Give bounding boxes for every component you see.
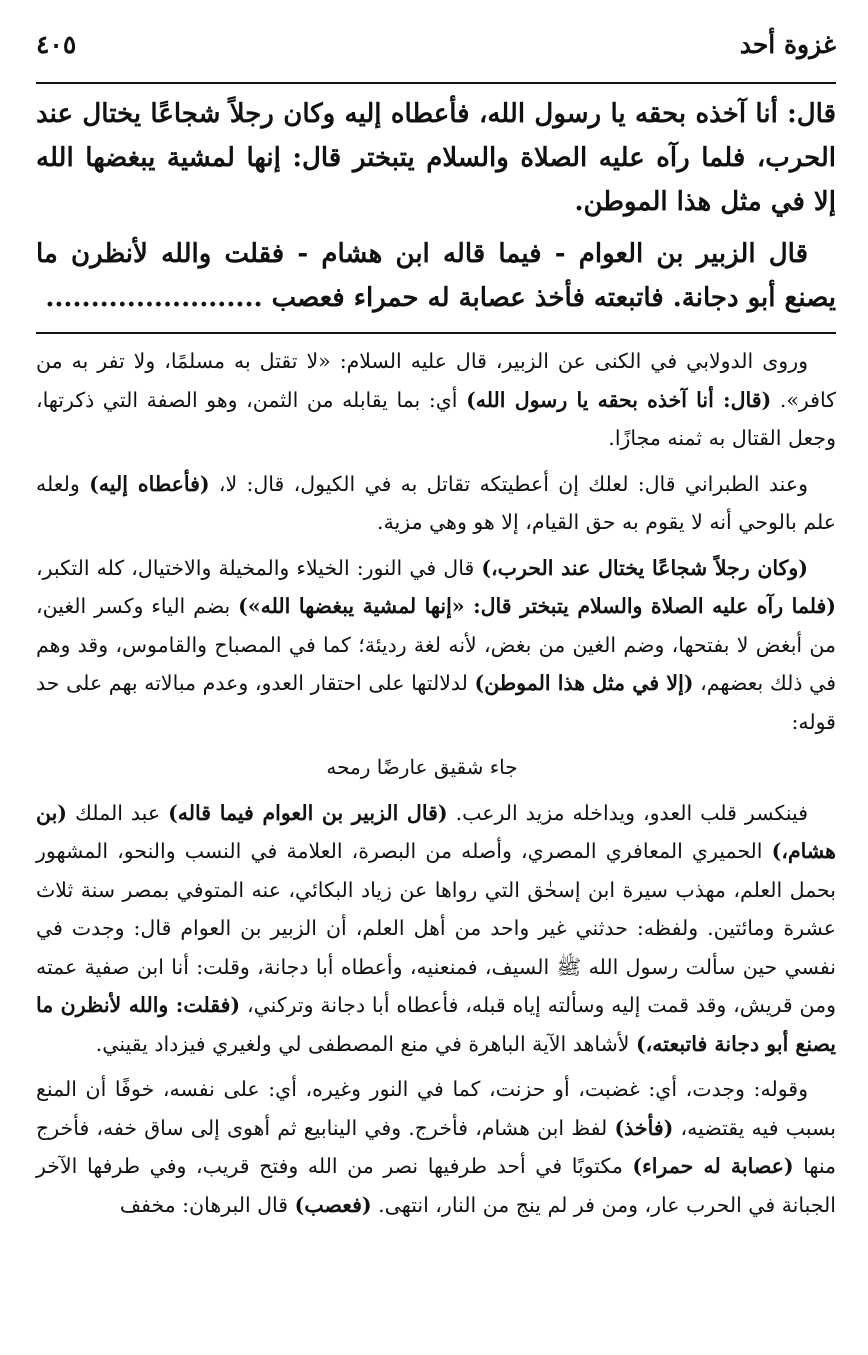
- commentary-text: لفظ ابن هشام، فأخرج. وفي الينابيع ثم أهوى إلى ساق خفه، فأخرج منها: [36, 1115, 837, 1178]
- poetry-verse: جاء شقيق عارضًا رمحه: [326, 755, 518, 779]
- quoted-text: (فأعطاه إليه): [89, 471, 210, 496]
- commentary-text: أي: بما يقابله من الثمن، وهو الصفة التي ذكرتها، وجعل القتال به ثمنه مجازًا.: [36, 387, 836, 450]
- commentary-text: ولعله علم بالوحي أنه لا يقوم به حق القيام، إلا هو وهي مزية.: [36, 471, 836, 534]
- running-title: غزوة أحد: [739, 30, 836, 59]
- quoted-text: (وكان رجلاً شجاعًا يختال عند الحرب،): [481, 555, 809, 580]
- page-header: [36, 30, 836, 84]
- book-page: [36, 30, 836, 1231]
- commentary-text: وقوله: وجدت، أي: غضبت، أو حزنت، كما في النور وغيره، أي: على نفسه، خوفًا أن المنع بسبب فيه يقتضيه،: [36, 1077, 836, 1140]
- commentary-paragraph: [36, 794, 836, 1064]
- commentary-text: فينكسر قلب العدو، ويداخله مزيد الرعب.: [447, 800, 808, 825]
- quoted-text: (فلما رآه عليه الصلاة والسلام يتبختر قال: «إنها لمشية يبغضها الله»): [238, 594, 837, 618]
- commentary-paragraph: [36, 549, 836, 742]
- commentary: [36, 342, 836, 1224]
- commentary-text: بضم الياء وكسر الغين، من أبغض لا بفتحها، وضم الغين من بغض، لأنه لغة رديئة؛ كما في المصباح والقاموس، وقد وهم في ذلك بعضهم،: [36, 594, 837, 695]
- quoted-text: (إلا في مثل هذا الموطن): [474, 671, 694, 695]
- main-text: [36, 92, 836, 320]
- main-paragraph: [36, 232, 836, 320]
- commentary-text: لدلالتها على احتقار العدو، وعدم مبالاته بهم على حد قوله:: [36, 671, 836, 734]
- quoted-text: (عصابة له حمراء): [632, 1154, 794, 1178]
- ellipsis-dots: ........................: [45, 283, 263, 313]
- commentary-paragraph: [36, 465, 836, 542]
- page-number: ٤٠٥: [36, 30, 77, 59]
- commentary-text: وعند الطبراني قال: لعلك إن أعطيتكه تقاتل به في الكيول، قال: لا،: [209, 471, 808, 496]
- quoted-text: (فقلت: والله لأنظرن ما يصنع أبو دجانة فاتبعته،): [36, 993, 836, 1056]
- commentary-paragraph: [36, 342, 836, 458]
- main-paragraph: قال: أنا آخذه بحقه يا رسول الله، فأعطاه إليه وكان رجلاً شجاعًا يختال عند الحرب، فلما رآه عليه الصلاة والسلام يتبختر قال: إنها لمشية يبغضها الله إلا في مثل هذا الموطن.: [36, 99, 836, 217]
- quoted-text: (فعصب): [294, 1192, 372, 1217]
- commentary-text: وروى الدولابي في الكنى عن الزبير، قال عليه السلام: «لا تقتل به مسلمًا، ولا تفر به من كافر».: [36, 349, 836, 412]
- quoted-text: (قال: أنا آخذه بحقه يا رسول الله): [466, 387, 772, 412]
- commentary-text: قال في النور: الخيلاء والمخيلة والاختيال، كله التكبر،: [36, 555, 482, 580]
- quoted-text: (قال الزبير بن العوام فيما قاله): [168, 800, 448, 825]
- commentary-text: لأشاهد الآية الباهرة في منع المصطفى لي ولغيري فيزداد يقيني.: [95, 1031, 636, 1056]
- quoted-text: (فأخذ): [614, 1115, 674, 1140]
- commentary-text: عبد الملك: [67, 800, 169, 825]
- commentary-text: الحميري المعافري المصري، وأصله من البصرة، العلامة في النسب والنحو، المشهور بحمل العلم، مهذب سيرة ابن إسحٰق التي رواها عن زياد البكائي، عنه المتوفي بمصر سنة ثلاث عشرة ومائتين. ولفظه: حدثني غير واحد من أهل العلم، أن الزبير بن العوام قال: وجدت في نفسي حين سألت رسول الله ﷺ السيف، فمنعنيه، وأعطاه أبا دجانة، وقلت: أنا ابن صفية عمته ومن قريش، وقد قمت إليه وسألته إياه قبله، فأعطاه أبا دجانة وتركني،: [36, 839, 836, 1017]
- section-divider: [36, 332, 836, 334]
- commentary-paragraph: [36, 1070, 836, 1224]
- main-paragraph-text: قال الزبير بن العوام - فيما قاله ابن هشام - فقلت والله لأنظرن ما يصنع أبو دجانة. فاتبعته فأخذ عصابة له حمراء فعصب: [36, 239, 836, 313]
- commentary-text: مكتوبًا في أحد طرفيها نصر من الله وفتح قريب، وفي طرفها الآخر الجبانة في الحرب عار، ومن فر لم ينج من النار، انتهى.: [36, 1154, 836, 1217]
- commentary-text: قال البرهان: مخفف: [119, 1192, 295, 1217]
- quoted-text: (بن هشام،): [36, 800, 836, 863]
